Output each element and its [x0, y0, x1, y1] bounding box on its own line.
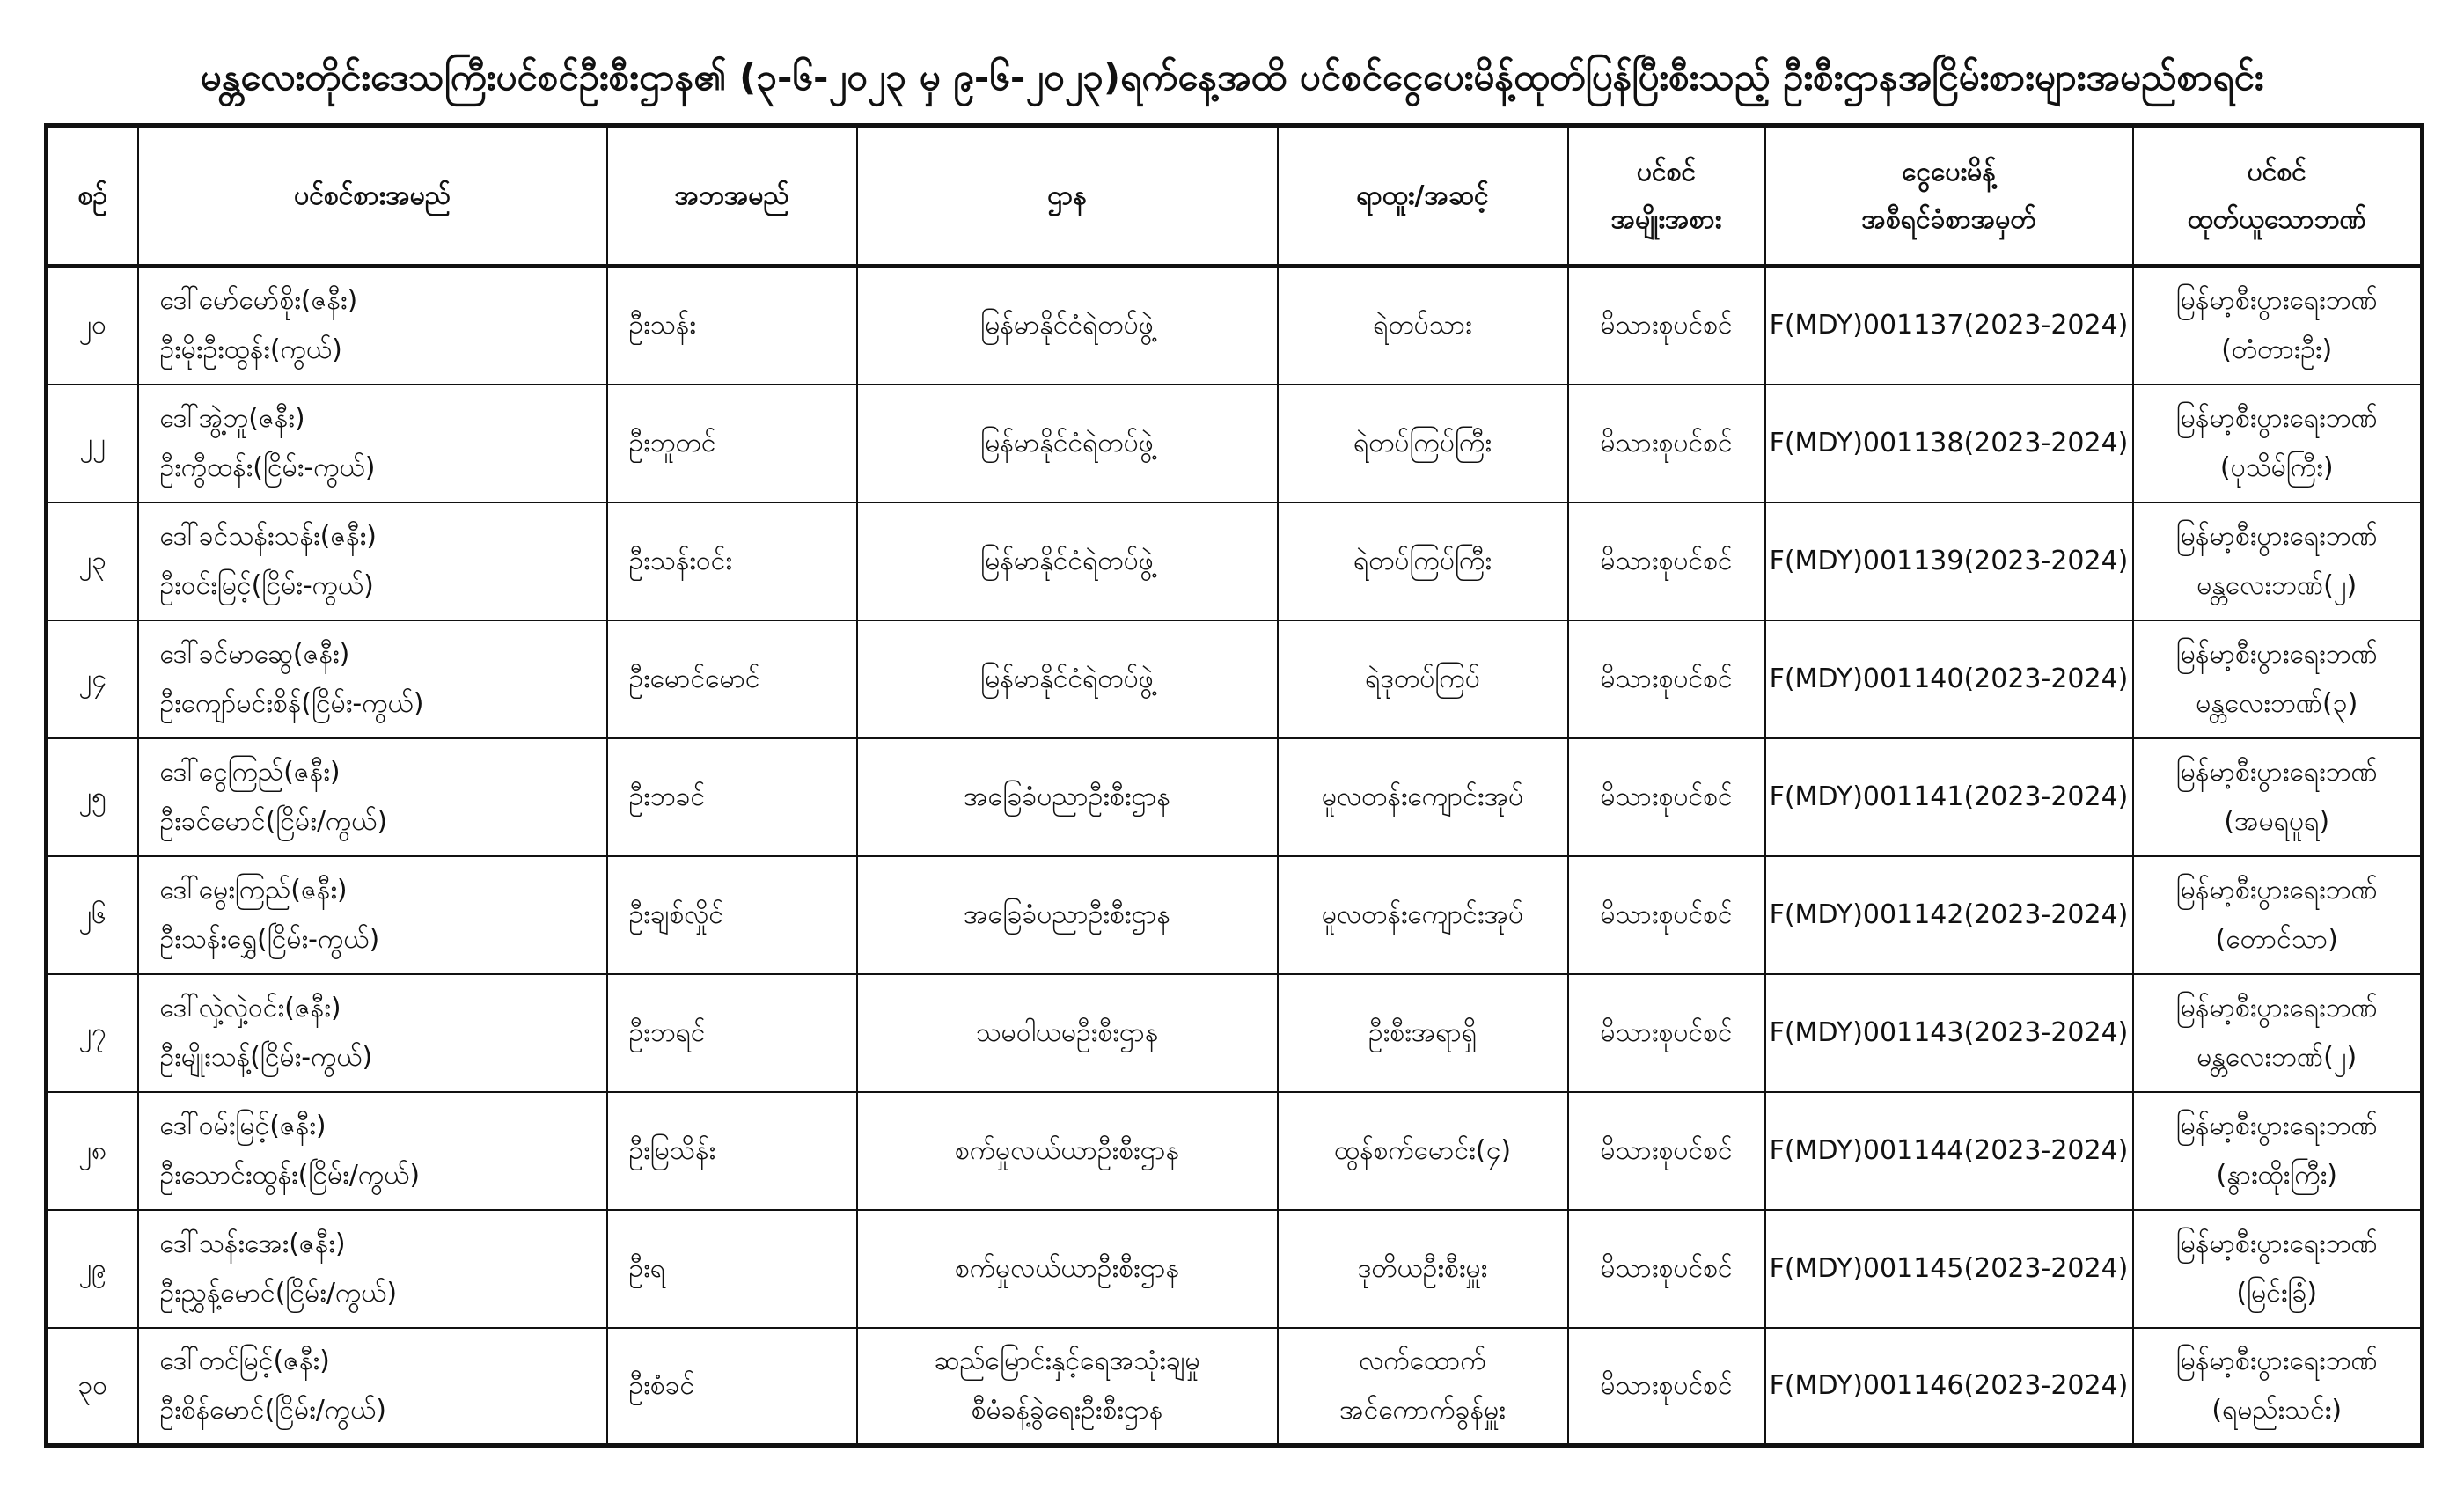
cell-bank: မြန်မာ့စီးပွားရေးဘဏ် မန္တလေးဘဏ်(၂)	[2133, 974, 2423, 1092]
header-row	[47, 126, 2423, 267]
cell-no: ၂၂	[47, 385, 138, 502]
cell-department: အခြေခံပညာဦးစီးဌာန	[857, 738, 1278, 856]
page-title: မန္တလေးတိုင်းဒေသကြီးပင်စင်ဦးစီးဌာန၏ (၃-၆-၂၀၂၃ မှ ၉-၆-၂၀၂၃)ရက်နေ့အထိ ပင်စင်ငွေပေးမိန့်ထုတ်ပြန်ပြီးစီးသည့် ဦးစီးဌာနအငြိမ်းစားများအမည်စာရင်း	[200, 55, 2264, 99]
cell-department: စက်မှုလယ်ယာဦးစီးဌာန	[857, 1210, 1278, 1328]
cell-father-name: ဦးချစ်လှိုင်	[607, 856, 857, 974]
cell-pensioner-name: ဒေါ်လှဲ့လှဲ့ဝင်း(ဇနီး) ဦးမျိုးသန့်(ငြိမ်း-ကွယ်)	[138, 974, 607, 1092]
cell-department: သမဝါယမဦးစီးဌာန	[857, 974, 1278, 1092]
table-row	[47, 620, 2423, 738]
cell-father-name: ဦးမြသိန်း	[607, 1092, 857, 1210]
cell-position: မူလတန်းကျောင်းအုပ်	[1278, 738, 1568, 856]
cell-bank: မြန်မာ့စီးပွားရေးဘဏ် (ရမည်းသင်း)	[2133, 1328, 2423, 1446]
cell-order-number: F(MDY)001140(2023-2024)	[1765, 620, 2133, 738]
cell-order-number: F(MDY)001146(2023-2024)	[1765, 1328, 2133, 1446]
cell-father-name: ဦးစံခင်	[607, 1328, 857, 1446]
cell-pensioner-name: ဒေါ်မွေးကြည်(ဇနီး) ဦးသန်းရွှေ(ငြိမ်း-ကွယ်)	[138, 856, 607, 974]
cell-pension-type: မိသားစုပင်စင်	[1568, 385, 1765, 502]
table-row	[47, 738, 2423, 856]
cell-position: ရဲတပ်ကြပ်ကြီး	[1278, 502, 1568, 620]
table-row	[47, 267, 2423, 385]
cell-order-number: F(MDY)001141(2023-2024)	[1765, 738, 2133, 856]
cell-pensioner-name: ဒေါ်ခင်မာဆွေ(ဇနီး) ဦးကျော်မင်းစိန်(ငြိမ်း-ကွယ်)	[138, 620, 607, 738]
cell-bank: မြန်မာ့စီးပွားရေးဘဏ် မန္တလေးဘဏ်(၂)	[2133, 502, 2423, 620]
cell-no: ၂၆	[47, 856, 138, 974]
cell-father-name: ဦးရ	[607, 1210, 857, 1328]
col-header-bank: ပင်စင် ထုတ်ယူသောဘဏ်	[2133, 126, 2423, 267]
cell-bank: မြန်မာ့စီးပွားရေးဘဏ် (ပုသိမ်ကြီး)	[2133, 385, 2423, 502]
cell-father-name: ဦးသန်းဝင်း	[607, 502, 857, 620]
cell-department: မြန်မာနိုင်ငံရဲတပ်ဖွဲ့	[857, 267, 1278, 385]
cell-bank: မြန်မာ့စီးပွားရေးဘဏ် (အမရပူရ)	[2133, 738, 2423, 856]
cell-pension-type: မိသားစုပင်စင်	[1568, 620, 1765, 738]
cell-father-name: ဦးဘခင်	[607, 738, 857, 856]
cell-father-name: ဦးဘူတင်	[607, 385, 857, 502]
table-row	[47, 856, 2423, 974]
cell-pensioner-name: ဒေါ်ငွေကြည်(ဇနီး) ဦးခင်မောင်(ငြိမ်း/ကွယ်)	[138, 738, 607, 856]
cell-no: ၃၀	[47, 1328, 138, 1446]
table-row	[47, 1092, 2423, 1210]
col-header-no: စဉ်	[47, 126, 138, 267]
cell-department: ဆည်မြောင်းနှင့်ရေအသုံးချမှု စီမံခန့်ခွဲရေးဦးစီးဌာန	[857, 1328, 1278, 1446]
cell-order-number: F(MDY)001145(2023-2024)	[1765, 1210, 2133, 1328]
cell-position: လက်ထောက် အင်ကောက်ခွန်မှူး	[1278, 1328, 1568, 1446]
col-header-position: ရာထူး/အဆင့်	[1278, 126, 1568, 267]
col-header-department: ဌာန	[857, 126, 1278, 267]
cell-pension-type: မိသားစုပင်စင်	[1568, 856, 1765, 974]
col-header-pensioner-name: ပင်စင်စားအမည်	[138, 126, 607, 267]
cell-bank: မြန်မာ့စီးပွားရေးဘဏ် (နွားထိုးကြီး)	[2133, 1092, 2423, 1210]
cell-pensioner-name: ဒေါ်ခင်သန်းသန်း(ဇနီး) ဦးဝင်းမြင့်(ငြိမ်း-ကွယ်)	[138, 502, 607, 620]
cell-department: မြန်မာနိုင်ငံရဲတပ်ဖွဲ့	[857, 502, 1278, 620]
cell-bank: မြန်မာ့စီးပွားရေးဘဏ် (မြင်းခြံ)	[2133, 1210, 2423, 1328]
col-header-order-number: ငွေပေးမိန့် အစီရင်ခံစာအမှတ်	[1765, 126, 2133, 267]
cell-no: ၂၅	[47, 738, 138, 856]
table-row	[47, 974, 2423, 1092]
col-header-father-name: အဘအမည်	[607, 126, 857, 267]
cell-department: စက်မှုလယ်ယာဦးစီးဌာန	[857, 1092, 1278, 1210]
cell-order-number: F(MDY)001137(2023-2024)	[1765, 267, 2133, 385]
cell-no: ၂၀	[47, 267, 138, 385]
cell-position: ရဲဒုတပ်ကြပ်	[1278, 620, 1568, 738]
cell-pension-type: မိသားစုပင်စင်	[1568, 1328, 1765, 1446]
cell-bank: မြန်မာ့စီးပွားရေးဘဏ် (တံတားဦး)	[2133, 267, 2423, 385]
cell-department: အခြေခံပညာဦးစီးဌာန	[857, 856, 1278, 974]
cell-pension-type: မိသားစုပင်စင်	[1568, 738, 1765, 856]
cell-order-number: F(MDY)001143(2023-2024)	[1765, 974, 2133, 1092]
table-row	[47, 1210, 2423, 1328]
cell-order-number: F(MDY)001138(2023-2024)	[1765, 385, 2133, 502]
cell-bank: မြန်မာ့စီးပွားရေးဘဏ် မန္တလေးဘဏ်(၃)	[2133, 620, 2423, 738]
cell-bank: မြန်မာ့စီးပွားရေးဘဏ် (တောင်သာ)	[2133, 856, 2423, 974]
table-row	[47, 1328, 2423, 1446]
pension-table	[44, 123, 2424, 1448]
cell-department: မြန်မာနိုင်ငံရဲတပ်ဖွဲ့	[857, 620, 1278, 738]
cell-pensioner-name: ဒေါ်မော်မော်စိုး(ဇနီး) ဦးမိုးဦးထွန်း(ကွယ်)	[138, 267, 607, 385]
cell-father-name: ဦးဘရင်	[607, 974, 857, 1092]
cell-pensioner-name: ဒေါ်တင်မြင့်(ဇနီး) ဦးစိန်မောင်(ငြိမ်း/ကွယ်)	[138, 1328, 607, 1446]
cell-position: ဒုတိယဦးစီးမှူး	[1278, 1210, 1568, 1328]
cell-order-number: F(MDY)001144(2023-2024)	[1765, 1092, 2133, 1210]
cell-no: ၂၄	[47, 620, 138, 738]
table-row	[47, 502, 2423, 620]
cell-pensioner-name: ဒေါ်အွဲ့ဘူ(ဇနီး) ဦးကွီထန်း(ငြိမ်း-ကွယ်)	[138, 385, 607, 502]
cell-order-number: F(MDY)001142(2023-2024)	[1765, 856, 2133, 974]
cell-no: ၂၉	[47, 1210, 138, 1328]
cell-pension-type: မိသားစုပင်စင်	[1568, 502, 1765, 620]
cell-position: ထွန်စက်မောင်း(၄)	[1278, 1092, 1568, 1210]
cell-pension-type: မိသားစုပင်စင်	[1568, 1092, 1765, 1210]
cell-position: ဦးစီးအရာရှိ	[1278, 974, 1568, 1092]
table-row	[47, 385, 2423, 502]
cell-pension-type: မိသားစုပင်စင်	[1568, 1210, 1765, 1328]
cell-father-name: ဦးမောင်မောင်	[607, 620, 857, 738]
cell-position: မူလတန်းကျောင်းအုပ်	[1278, 856, 1568, 974]
cell-pension-type: မိသားစုပင်စင်	[1568, 267, 1765, 385]
col-header-pension-type: ပင်စင် အမျိုးအစား	[1568, 126, 1765, 267]
cell-position: ရဲတပ်ကြပ်ကြီး	[1278, 385, 1568, 502]
cell-order-number: F(MDY)001139(2023-2024)	[1765, 502, 2133, 620]
cell-position: ရဲတပ်သား	[1278, 267, 1568, 385]
cell-department: မြန်မာနိုင်ငံရဲတပ်ဖွဲ့	[857, 385, 1278, 502]
cell-father-name: ဦးသန်း	[607, 267, 857, 385]
cell-pensioner-name: ဒေါ်ဝမ်းမြင့်(ဇနီး) ဦးသောင်းထွန်း(ငြိမ်း/ကွယ်)	[138, 1092, 607, 1210]
cell-no: ၂၃	[47, 502, 138, 620]
cell-no: ၂၇	[47, 974, 138, 1092]
cell-no: ၂၈	[47, 1092, 138, 1210]
cell-pensioner-name: ဒေါ်သန်းအေး(ဇနီး) ဦးညွှန့်မောင်(ငြိမ်း/ကွယ်)	[138, 1210, 607, 1328]
cell-pension-type: မိသားစုပင်စင်	[1568, 974, 1765, 1092]
